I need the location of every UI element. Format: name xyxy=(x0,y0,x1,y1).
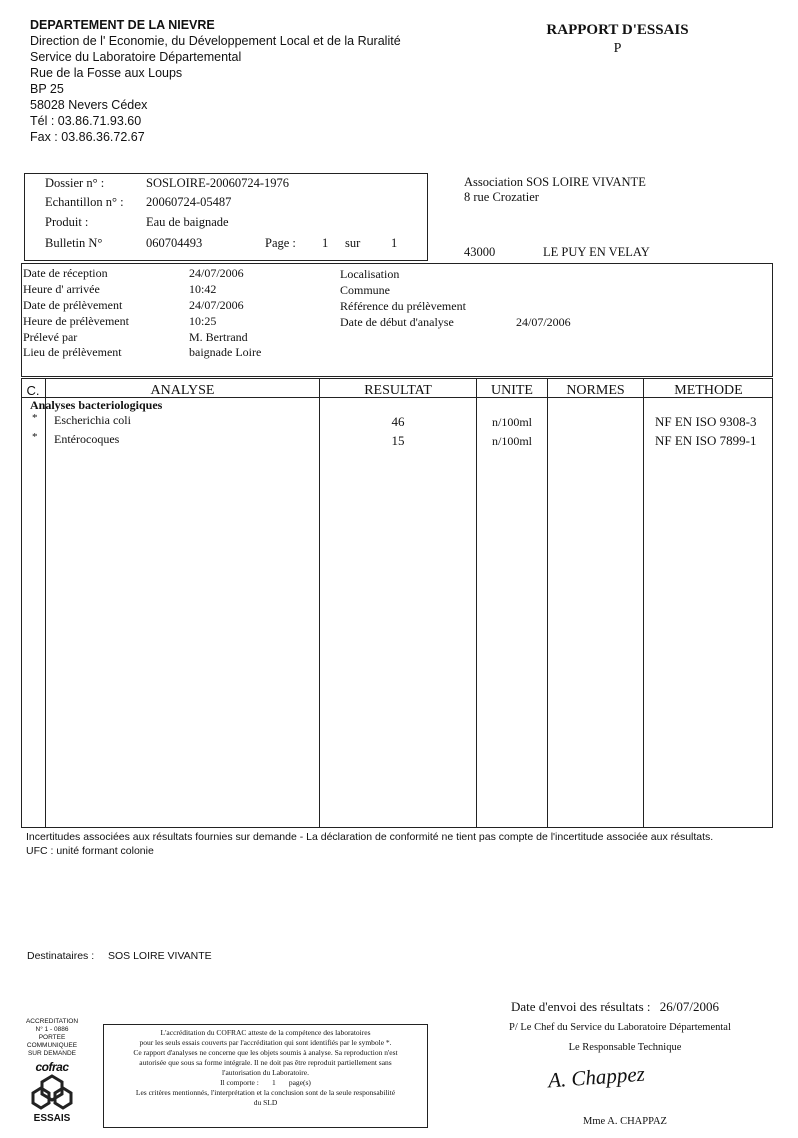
row-analyse: Entérocoques xyxy=(54,432,120,446)
accreditation-info xyxy=(18,1018,86,1058)
col-divider-unite xyxy=(547,378,548,828)
street-line: Rue de la Fosse aux Loups xyxy=(30,66,183,80)
col-header-unite: UNITE xyxy=(491,383,533,398)
reference-label: Référence du prélèvement xyxy=(340,299,466,313)
report-title-block xyxy=(520,22,715,57)
send-date-label: Date d'envoi des résultats : xyxy=(511,999,651,1014)
recipient-postcode: 43000 xyxy=(464,245,496,259)
disclaimer-line: Ce rapport d'analyses ne concerne que les objets soumis à analyse. Sa reproduction n'est xyxy=(133,1048,398,1057)
row-analyse: Escherichia coli xyxy=(54,413,131,427)
cofrac-logo-text: cofrac xyxy=(35,1060,69,1074)
row-unite: n/100ml xyxy=(491,415,532,429)
sur-label: sur xyxy=(345,236,361,250)
reception-date-value: 24/07/2006 xyxy=(189,266,244,280)
disclaimer-line: pour les seuls essais couverts par l'accréditation qui sont identifiés par le symbole *. xyxy=(139,1038,392,1047)
bp-line: BP 25 xyxy=(30,82,64,96)
sampled-by-label: Prélevé par xyxy=(23,330,78,344)
recipient-name: Association SOS LOIRE VIVANTE xyxy=(464,175,646,189)
echantillon-value: 20060724-05487 xyxy=(146,195,232,209)
fax-line: Fax : 03.86.36.72.67 xyxy=(30,130,145,144)
sampling-date-label: Date de prélèvement xyxy=(23,298,123,312)
localisation-label: Localisation xyxy=(340,267,400,281)
disclaimer-line: autorisée que sous sa forme intégrale. Il ne doit pas être reproduit partiellement sans xyxy=(139,1058,392,1067)
echantillon-label: Echantillon n° : xyxy=(45,195,124,209)
bulletin-label: Bulletin N° xyxy=(45,236,103,250)
sampling-date-value: 24/07/2006 xyxy=(189,298,244,312)
responsable-line: Le Responsable Technique xyxy=(568,1042,682,1053)
col-header-methode: METHODE xyxy=(674,383,743,398)
accreditation-line: COMMUNIQUEE xyxy=(26,1042,78,1049)
col-header-resultat: RESULTAT xyxy=(364,383,432,398)
handwritten-signature: A. Chappez xyxy=(547,1061,646,1093)
row-c: * xyxy=(32,412,38,424)
row-methode: NF EN ISO 9308-3 xyxy=(655,414,757,429)
col-divider-normes xyxy=(643,378,644,828)
sampled-by-value: M. Bertrand xyxy=(189,330,248,344)
disclaimer-line: du SLD xyxy=(253,1098,278,1107)
disclaimer-line: Les critères mentionnés, l'interprétation et la conclusion sont de la seule responsabilité xyxy=(135,1088,396,1097)
accreditation-line: ACCREDITATION xyxy=(25,1018,79,1025)
arrival-time-value: 10:42 xyxy=(189,282,217,296)
sampling-place-label: Lieu de prélèvement xyxy=(23,345,122,359)
uncertainty-note: Incertitudes associées aux résultats fournies sur demande - La déclaration de conformité ne tient pas compte de l'incertitude associée aux résultats. xyxy=(26,831,714,843)
col-header-c: C. xyxy=(26,383,40,398)
service-line: Service du Laboratoire Départemental xyxy=(30,50,242,64)
destinataires-value: SOS LOIRE VIVANTE xyxy=(108,950,212,962)
accreditation-line: N° 1 - 0886 xyxy=(35,1026,69,1033)
sampling-place-value: baignade Loire xyxy=(189,345,262,359)
sur-value: 1 xyxy=(391,236,398,250)
ufc-note: UFC : unité formant colonie xyxy=(26,845,154,857)
dossier-value: SOSLOIRE-20060724-1976 xyxy=(146,176,290,190)
disclaimer-line: L'accréditation du COFRAC atteste de la compétence des laboratoires xyxy=(160,1028,371,1037)
commune-label: Commune xyxy=(340,283,390,297)
analysis-start-value: 24/07/2006 xyxy=(516,315,571,329)
send-date-value: 26/07/2006 xyxy=(659,999,720,1014)
produit-label: Produit : xyxy=(45,215,89,229)
dossier-label: Dossier n° : xyxy=(45,176,105,190)
accreditation-line: SUR DEMANDE xyxy=(27,1050,77,1057)
disclaimer-line: l'autorisation du Laboratoire. xyxy=(222,1068,309,1077)
row-c: * xyxy=(32,431,38,443)
reception-date-label: Date de réception xyxy=(23,266,108,280)
phone-line: Tél : 03.86.71.93.60 xyxy=(30,114,142,128)
report-title: RAPPORT D'ESSAIS xyxy=(546,22,689,38)
lab-address-block xyxy=(30,17,401,145)
disclaimer-line: Il comporte : 1 page(s) xyxy=(220,1078,311,1087)
row-methode: NF EN ISO 7899-1 xyxy=(655,433,757,448)
recipient-city: LE PUY EN VELAY xyxy=(543,245,650,259)
cofrac-logo-sub: ESSAIS xyxy=(33,1113,71,1124)
col-header-normes: NORMES xyxy=(566,383,625,398)
cofrac-logo xyxy=(28,1060,76,1124)
sampling-time-label: Heure de prélèvement xyxy=(23,314,129,328)
direction-line: Direction de l' Economie, du Développement Local et de la Ruralité xyxy=(30,34,401,48)
analysis-start-label: Date de début d'analyse xyxy=(340,315,454,329)
page-value: 1 xyxy=(322,236,329,250)
accreditation-line: PORTEE xyxy=(38,1034,66,1041)
signatory-name: Mme A. CHAPPAZ xyxy=(583,1116,667,1127)
col-header-analyse: ANALYSE xyxy=(150,383,215,398)
produit-value: Eau de baignade xyxy=(146,215,229,229)
cofrac-disclaimer-box xyxy=(103,1024,428,1128)
row-resultat: 46 xyxy=(391,414,405,429)
row-resultat: 15 xyxy=(391,433,405,448)
bulletin-value: 060704493 xyxy=(146,236,203,250)
col-divider-c xyxy=(45,378,46,828)
report-code: P xyxy=(613,41,622,56)
page-label: Page : xyxy=(265,236,296,250)
row-unite: n/100ml xyxy=(491,434,532,448)
chef-line: P/ Le Chef du Service du Laboratoire Départemental xyxy=(509,1022,731,1033)
recipient-street: 8 rue Crozatier xyxy=(464,190,539,204)
department-name: DEPARTEMENT DE LA NIEVRE xyxy=(30,18,215,32)
city-line: 58028 Nevers Cédex xyxy=(30,98,148,112)
cofrac-hexagon-icon xyxy=(29,1074,75,1110)
arrival-time-label: Heure d' arrivée xyxy=(23,282,100,296)
group-title: Analyses bacteriologiques xyxy=(30,398,163,412)
send-date xyxy=(511,999,719,1015)
sampling-time-value: 10:25 xyxy=(189,314,217,328)
destinataires-label: Destinataires : xyxy=(27,950,95,962)
